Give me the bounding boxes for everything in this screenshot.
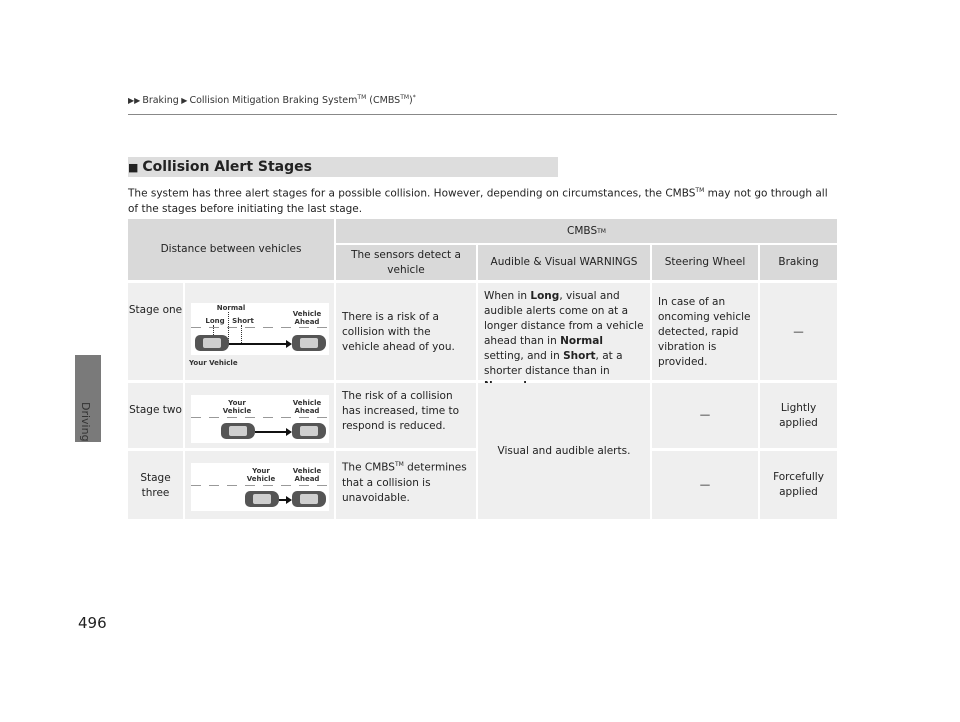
stage-three-diagram-cell [185, 451, 334, 519]
breadcrumb-cmbs[interactable]: Collision Mitigation Braking System [189, 95, 358, 107]
header-steering [652, 245, 758, 280]
stage-one-sensors-text: There is a risk of a collision with the vehicle ahead of you. [342, 311, 455, 353]
label-vehicle-ahead: Vehicle Ahead [292, 310, 322, 326]
stage-two-braking [760, 383, 837, 448]
stage-one-label [128, 283, 183, 380]
car-your-vehicle-icon [195, 335, 229, 351]
header-distance [128, 219, 334, 280]
label-your-vehicle: Your Vehicle [222, 399, 252, 415]
triangle-right-icon: ▶ [178, 96, 188, 106]
header-braking-text: Braking [778, 256, 819, 268]
asterisk-mark: * [412, 94, 416, 101]
tm-mark: TM [394, 461, 404, 468]
car-vehicle-ahead-icon [292, 491, 326, 507]
breadcrumb [128, 94, 416, 106]
stage-two-steering-text: — [699, 409, 711, 421]
stage-two-steering [652, 383, 758, 448]
header-sensors-text: The sensors detect a vehicle [351, 248, 461, 276]
s3-b: determines that a collision is unavoidable. [342, 461, 467, 504]
stage-two-sensors [336, 383, 476, 448]
page-number: 496 [78, 614, 107, 632]
header-braking [760, 245, 837, 280]
intro-paragraph [128, 183, 840, 218]
tm-mark: TM [597, 227, 606, 235]
label-your-vehicle: Your Vehicle [189, 359, 238, 367]
sidebar-label: Driving [79, 402, 92, 442]
header-warnings-text: Audible & Visual WARNINGS [490, 256, 638, 268]
warnings-23-text: Visual and audible alerts. [497, 444, 631, 457]
stage-two-braking-text: Lightly applied [779, 401, 818, 429]
w2: , visual and audible alerts come on at a longer distance from a vehicle ahead than in [484, 290, 644, 347]
triangle-right-icon: ▶▶ [128, 96, 141, 106]
intro-text-a: The system has three alert stages for a possible collision. However, depending on circumstances, the CMBS [128, 187, 696, 200]
lane-line [191, 485, 329, 486]
stage-one-sensors [336, 283, 476, 380]
car-your-vehicle-icon [221, 423, 255, 439]
section-title [128, 157, 558, 177]
label-vehicle-ahead: Vehicle Ahead [292, 399, 322, 415]
stage-one-braking-text: — [793, 326, 804, 338]
w1: When in [484, 290, 531, 302]
label-vehicle-ahead: Vehicle Ahead [292, 467, 322, 483]
stage-three-braking [760, 451, 837, 519]
car-vehicle-ahead-icon [292, 335, 326, 351]
arrow-icon [255, 431, 287, 433]
lane-line [191, 327, 329, 328]
car-your-vehicle-icon [245, 491, 279, 507]
marker-short [241, 325, 242, 345]
stage-two-diagram [191, 395, 329, 443]
header-cmbs [336, 219, 837, 243]
breadcrumb-close: ) [409, 95, 413, 107]
intro-text-b: may not go through all of the stages before initiating the last stage. [128, 187, 828, 215]
stage-one-warnings [478, 283, 650, 380]
w-normal: Normal [560, 335, 603, 347]
stage-two-text: Stage two [129, 404, 182, 416]
tm-mark: TM [357, 94, 367, 101]
s3-a: The CMBS [342, 461, 395, 474]
stage-one-steering [652, 283, 758, 380]
label-short: Short [232, 317, 254, 325]
stage-one-text: Stage one [128, 304, 183, 316]
square-bullet-icon: ■ [128, 161, 139, 174]
stage-one-diagram-cell [185, 283, 334, 380]
breadcrumb-braking[interactable]: Braking [142, 95, 179, 107]
stage-one-steering-text: In case of an oncoming vehicle detected, rapid vibration is provided. [658, 296, 751, 368]
breadcrumb-abbr: (CMBS [366, 95, 401, 107]
tm-mark: TM [400, 94, 410, 101]
stage-three-steering [652, 451, 758, 519]
stage-three-sensors [336, 451, 476, 519]
w4: , at a shorter distance than in [484, 350, 623, 377]
label-long: Long [205, 317, 225, 325]
lane-line [191, 417, 329, 418]
warnings-stage-two-three [478, 383, 650, 519]
w-long: Long [530, 290, 560, 302]
header-cmbs-text: CMBS [567, 224, 598, 237]
stage-three-label [128, 451, 183, 519]
section-title-text: Collision Alert Stages [142, 159, 312, 175]
stage-two-sensors-text: The risk of a collision has increased, time to respond is reduced. [342, 390, 460, 432]
label-your-vehicle: Your Vehicle [246, 467, 276, 483]
header-warnings [478, 245, 650, 280]
w-short: Short [563, 350, 596, 362]
stage-two-diagram-cell [185, 383, 334, 448]
stage-three-braking-text: Forcefully applied [773, 471, 824, 498]
header-steering-text: Steering Wheel [664, 256, 746, 268]
label-normal: Normal [216, 304, 246, 312]
header-sensors [336, 245, 476, 280]
header-rule [128, 114, 837, 115]
stage-three-diagram [191, 463, 329, 511]
arrow-icon [279, 499, 287, 501]
stage-three-text: Stage three [140, 472, 171, 499]
w3: setting, and in [484, 350, 564, 362]
car-vehicle-ahead-icon [292, 423, 326, 439]
stage-two-label [128, 383, 183, 448]
stage-one-diagram [191, 303, 329, 355]
stage-three-steering-text: — [699, 478, 711, 491]
header-distance-text: Distance between vehicles [160, 243, 302, 255]
tm-mark: TM [695, 187, 705, 194]
arrow-icon [229, 343, 287, 345]
stage-one-braking [760, 283, 837, 380]
